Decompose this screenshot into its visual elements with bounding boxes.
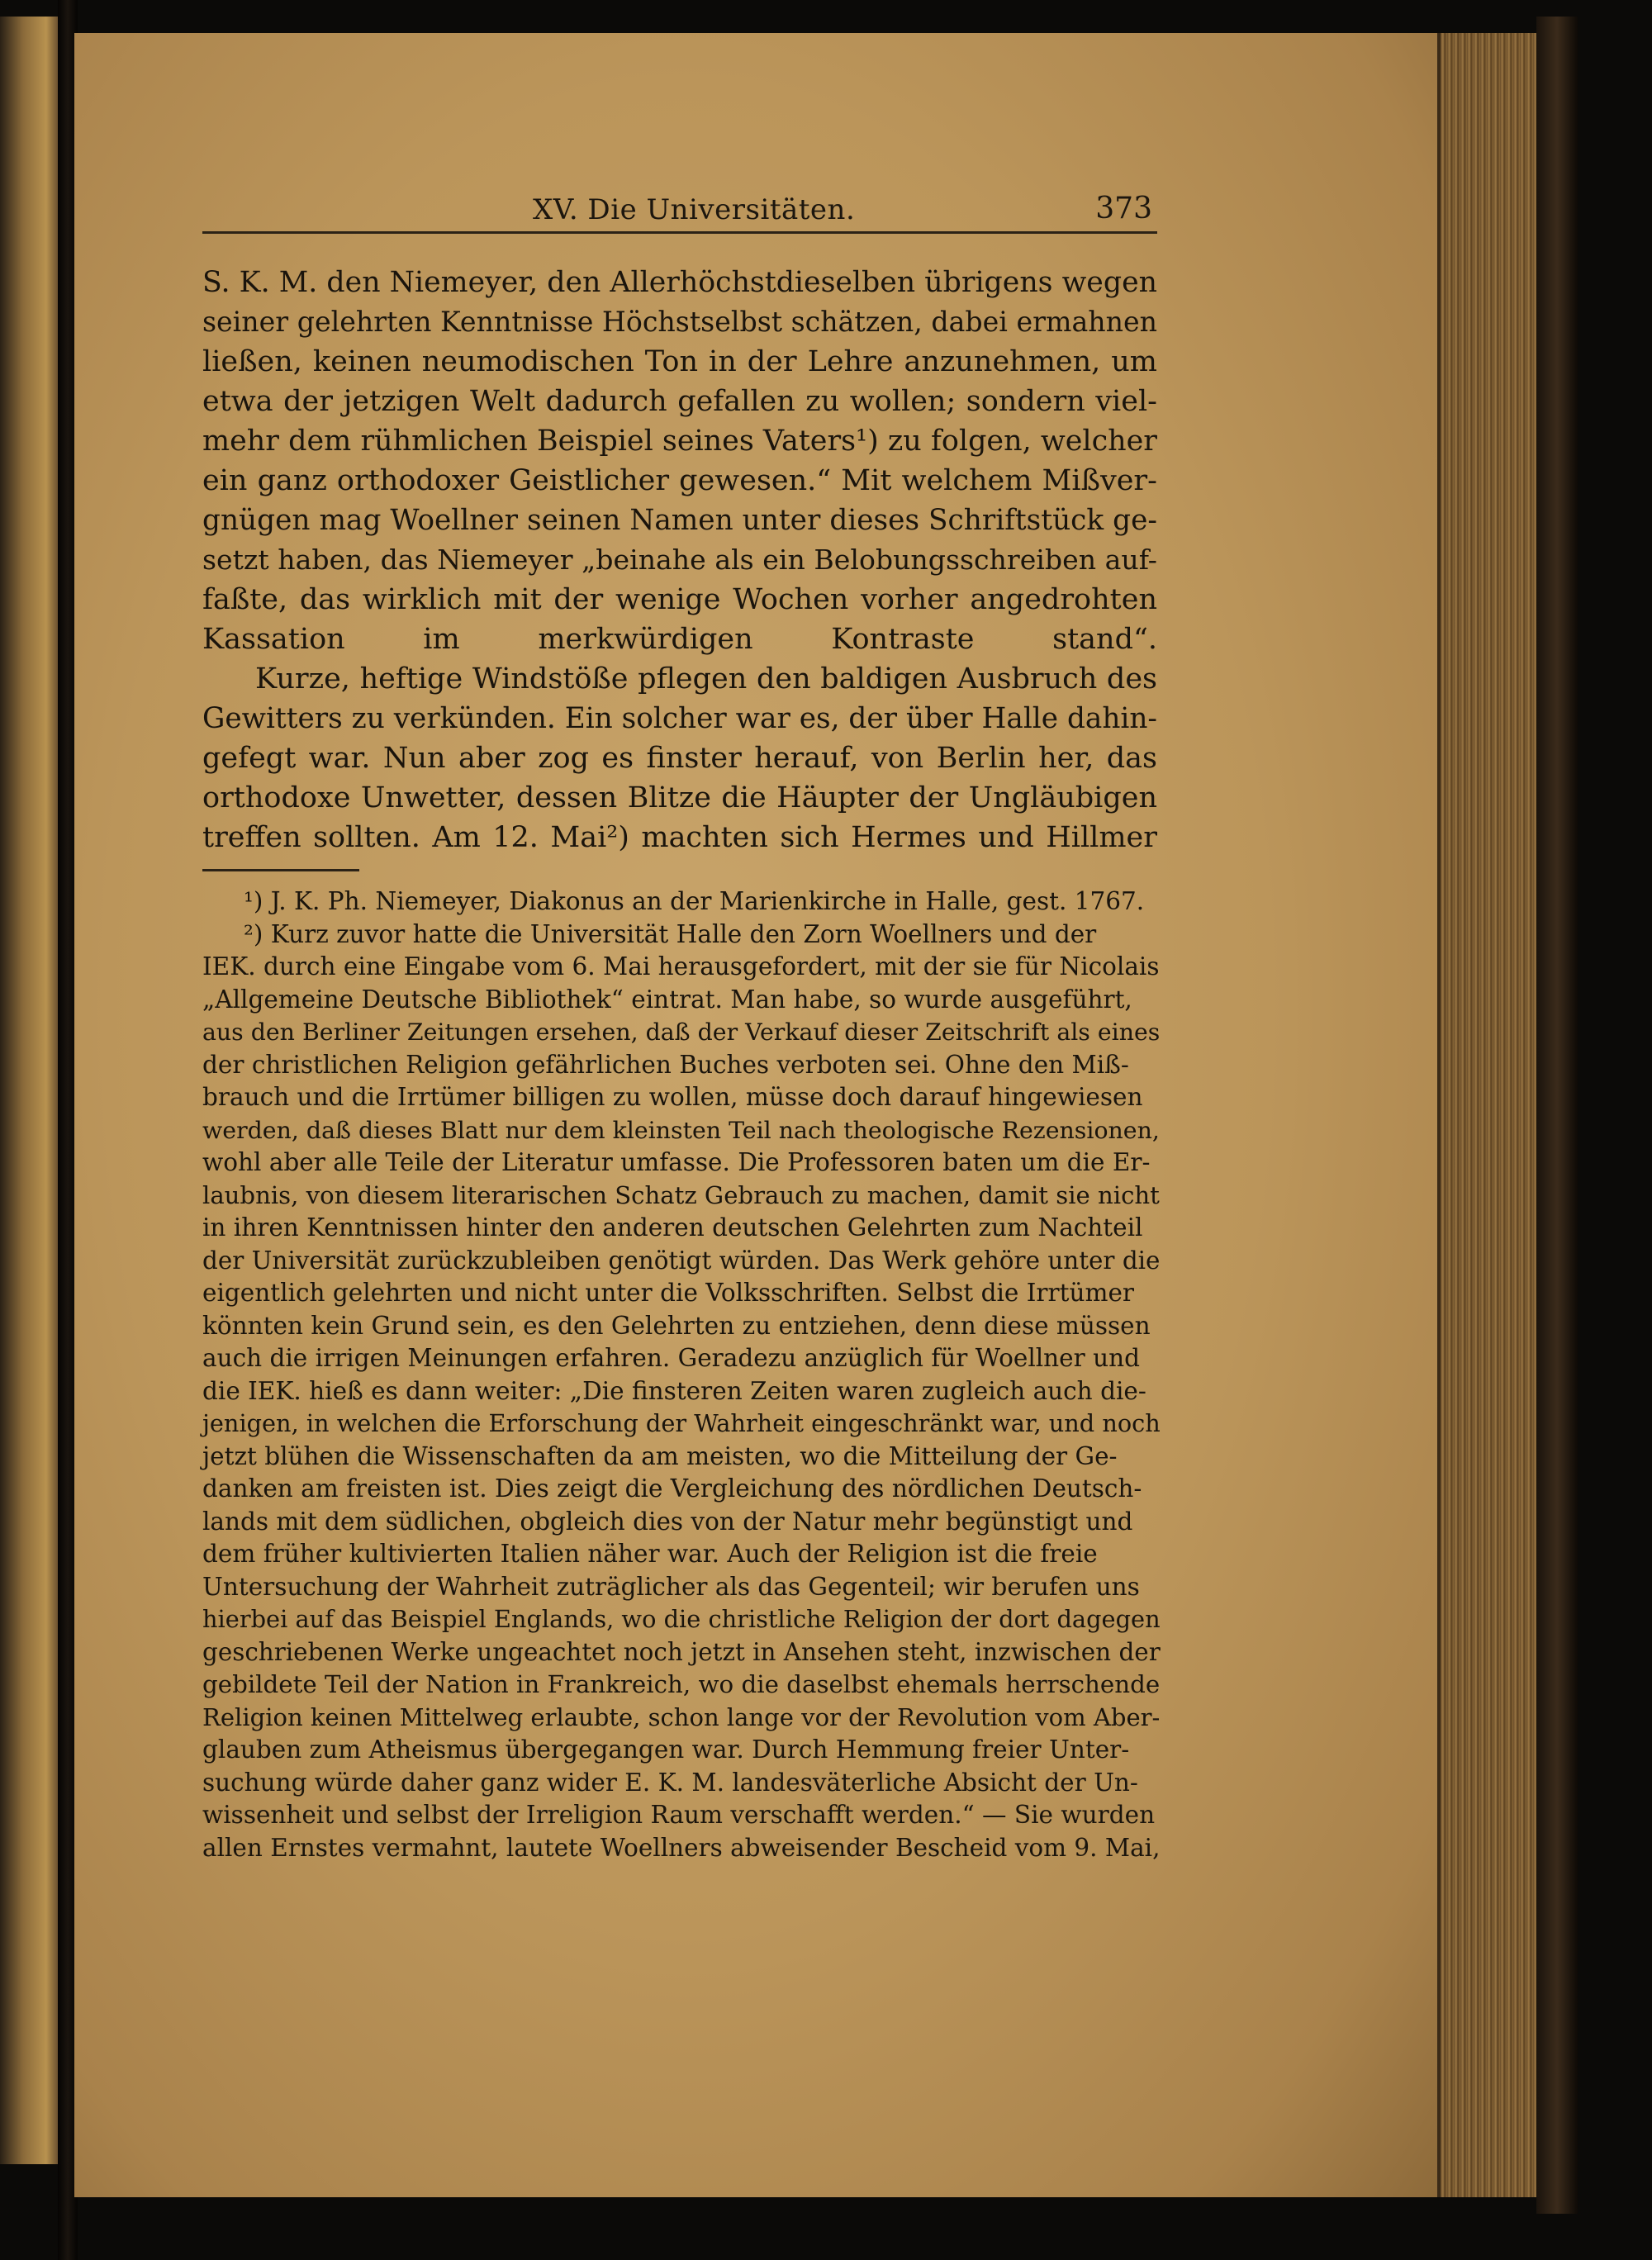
running-head bbox=[202, 185, 1157, 234]
footnote-line: jenigen, in welchen die Erforschung der Wahrheit eingeschränkt war, und noch bbox=[202, 1409, 1161, 1437]
footnote-line: könnten kein Grund sein, es den Gelehrten zu entziehen, denn diese müssen bbox=[202, 1311, 1151, 1340]
text-line: orthodoxe Unwetter, dessen Blitze die Häupter der Ungläubigen bbox=[202, 781, 1157, 814]
footnote-line: aus den Berliner Zeitungen ersehen, daß der Verkauf dieser Zeitschrift als eines bbox=[202, 1018, 1161, 1046]
footnote-2 bbox=[202, 919, 1161, 1865]
footnote-line: „Allgemeine Deutsche Bibliothek“ eintrat. Man habe, so wurde ausgeführt, bbox=[202, 985, 1132, 1014]
text-line: gefegt war. Nun aber zog es finster herauf, von Berlin her, das bbox=[202, 742, 1157, 775]
footnote-line: glauben zum Atheismus übergegangen war. Durch Hemmung freier Unter- bbox=[202, 1735, 1130, 1764]
text-line: treffen sollten. Am 12. Mai²) machten sich Hermes und Hillmer bbox=[202, 821, 1157, 854]
main-text bbox=[202, 263, 1157, 857]
footnote-line: suchung würde daher ganz wider E. K. M. landesväterliche Absicht der Un- bbox=[202, 1768, 1138, 1797]
footnote-line: werden, daß dieses Blatt nur dem kleinsten Teil nach theologische Rezensionen, bbox=[202, 1116, 1160, 1144]
footnote-line: hierbei auf das Beispiel Englands, wo die christliche Religion der dort dagegen bbox=[202, 1605, 1161, 1633]
footnote-line: geschriebenen Werke ungeachtet noch jetzt in Ansehen steht, inzwischen der bbox=[202, 1637, 1161, 1666]
paragraph-2 bbox=[202, 659, 1157, 857]
footnote-line: jetzt blühen die Wissenschaften da am meisten, wo die Mitteilung der Ge- bbox=[202, 1441, 1118, 1470]
text-line: Kassation im merkwürdigen Kontraste stand“. bbox=[202, 623, 1157, 656]
footnote-line: allen Ernstes vermahnt, lautete Woellners abweisender Bescheid vom 9. Mai, bbox=[202, 1833, 1161, 1862]
footnote-line: eigentlich gelehrten und nicht unter die Volksschriften. Selbst die Irrtümer bbox=[202, 1279, 1135, 1307]
page-number: 373 bbox=[1095, 192, 1152, 226]
footnote-line: gebildete Teil der Nation in Frankreich, wo die daselbst ehemals herrschende bbox=[202, 1670, 1161, 1698]
footnote-line: Religion keinen Mittelweg erlaubte, schon lange vor der Revolution vom Aber- bbox=[202, 1702, 1161, 1731]
book-cover-edge bbox=[1536, 17, 1578, 2214]
footnote-line: brauch und die Irrtümer billigen zu wollen, müsse doch darauf hingewiesen bbox=[202, 1083, 1143, 1111]
footnote-line: Untersuchung der Wahrheit zuträglicher als das Gegenteil; wir berufen uns bbox=[202, 1572, 1140, 1601]
text-line: S. K. M. den Niemeyer, den Allerhöchstdieselben übrigens wegen bbox=[202, 266, 1157, 299]
footnote-line: wissenheit und selbst der Irreligion Raum verschafft werden.“ — Sie wurden bbox=[202, 1801, 1156, 1829]
footnote-line: ²) Kurz zuvor hatte die Universität Halle den Zorn Woellners und der bbox=[244, 919, 1097, 948]
text-line: faßte, das wirklich mit der wenige Wochen vorher angedrohten bbox=[202, 583, 1157, 616]
text-line: Gewitters zu verkünden. Ein solcher war es, der über Halle dahin- bbox=[202, 702, 1157, 735]
footnote-line: wohl aber alle Teile der Literatur umfasse. Die Professoren baten um die Er- bbox=[202, 1148, 1151, 1176]
text-line: ein ganz orthodoxer Geistlicher gewesen.“ Mit welchem Mißver- bbox=[202, 464, 1157, 497]
footnote-line: der Universität zurückzubleiben genötigt würden. Das Werk gehöre unter die bbox=[202, 1246, 1161, 1275]
footnote-line: auch die irrigen Meinungen erfahren. Geradezu anzüglich für Woellner und bbox=[202, 1344, 1141, 1372]
paragraph-1 bbox=[202, 263, 1157, 659]
text-line: Kurze, heftige Windstöße pflegen den baldigen Ausbruch des bbox=[255, 662, 1157, 696]
text-line: mehr dem rühmlichen Beispiel seines Vaters¹) zu folgen, welcher bbox=[202, 425, 1157, 458]
footnote-separator bbox=[202, 869, 359, 871]
footnote-line: der christlichen Religion gefährlichen Buches verboten sei. Ohne den Miß- bbox=[202, 1050, 1129, 1079]
text-line: ließen, keinen neumodischen Ton in der Lehre anzunehmen, um bbox=[202, 345, 1157, 378]
chapter-title: XV. Die Universitäten. bbox=[533, 193, 856, 226]
page-block-edges bbox=[1437, 33, 1540, 2197]
text-line: setzt haben, das Niemeyer „beinahe als ein Belobungsschreiben auf- bbox=[202, 544, 1157, 576]
facing-page-edge bbox=[0, 17, 63, 2164]
footnote-line: lands mit dem südlichen, obgleich dies von der Natur mehr begünstigt und bbox=[202, 1507, 1133, 1536]
text-line: gnügen mag Woellner seinen Namen unter dieses Schriftstück ge- bbox=[202, 504, 1157, 537]
footnote-line: in ihren Kenntnissen hinter den anderen deutschen Gelehrten zum Nachteil bbox=[202, 1213, 1143, 1242]
text-line: seiner gelehrten Kenntnisse Höchstselbst schätzen, dabei ermahnen bbox=[202, 306, 1157, 338]
footnote-line: danken am freisten ist. Dies zeigt die Vergleichung des nördlichen Deutsch- bbox=[202, 1474, 1142, 1503]
footnote-line: IEK. durch eine Eingabe vom 6. Mai herausgefordert, mit der sie für Nicolais bbox=[202, 952, 1160, 980]
footnote-line: die IEK. hieß es dann weiter: „Die finsteren Zeiten waren zugleich auch die- bbox=[202, 1376, 1146, 1405]
text-line: etwa der jetzigen Welt dadurch gefallen zu wollen; sondern viel- bbox=[202, 385, 1157, 418]
footnotes bbox=[202, 885, 1161, 1864]
footnote-line: dem früher kultivierten Italien näher war. Auch der Religion ist die freie bbox=[202, 1540, 1098, 1568]
footnote-line: laubnis, von diesem literarischen Schatz Gebrauch zu machen, damit sie nicht bbox=[202, 1180, 1160, 1209]
footnote-1: ¹) J. K. Ph. Niemeyer, Diakonus an der Marienkirche in Halle, gest. 1767. bbox=[244, 887, 1145, 915]
